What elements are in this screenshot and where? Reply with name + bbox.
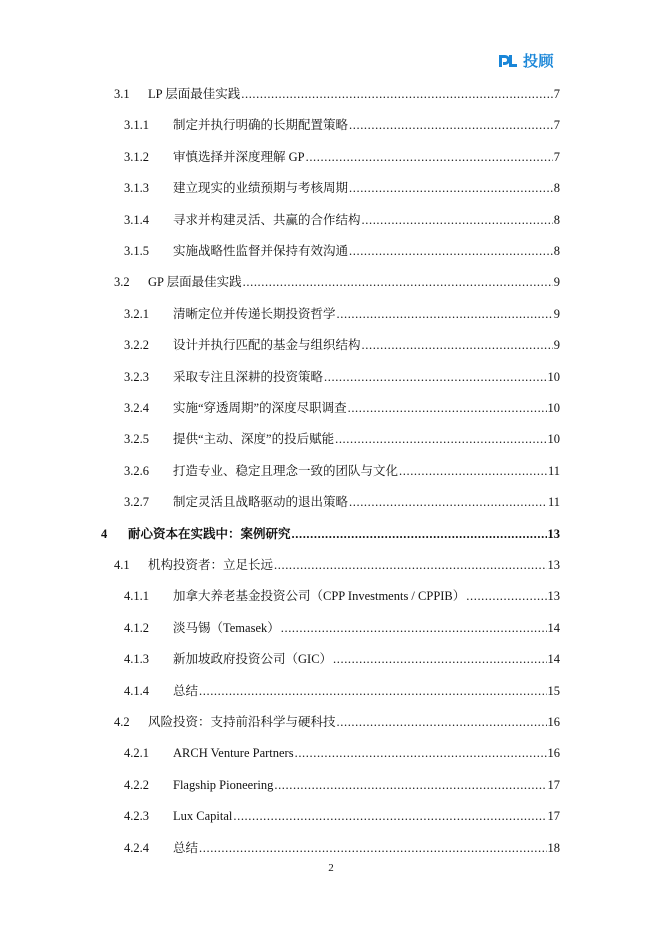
toc-entry[interactable] xyxy=(114,557,560,573)
toc-dot-leader xyxy=(362,212,553,228)
toc-entry-number: 3.2.5 xyxy=(124,432,149,446)
toc-entry-page: 11 xyxy=(547,464,560,478)
toc-entry[interactable] xyxy=(124,337,560,353)
toc-dot-leader xyxy=(292,526,547,542)
toc-entry[interactable] xyxy=(124,463,560,479)
toc-entry-page: 13 xyxy=(547,527,560,541)
toc-entry-title: 风险投资：支持前沿科学与硬科技 xyxy=(148,715,336,729)
toc-entry[interactable] xyxy=(124,180,560,196)
toc-entry-number: 4.1.3 xyxy=(124,652,149,666)
toc-entry-title: 实施“穿透周期”的深度尽职调查 xyxy=(173,401,347,415)
toc-entry-page: 9 xyxy=(553,338,560,352)
toc-entry[interactable] xyxy=(124,683,560,699)
toc-dot-leader xyxy=(333,651,546,667)
toc-entry-title: 新加坡政府投资公司（GIC） xyxy=(173,652,333,666)
toc-entry-page: 13 xyxy=(547,589,560,603)
toc-dot-leader xyxy=(243,274,553,290)
toc-entry-number: 3.1.4 xyxy=(124,213,149,227)
toc-entry-number: 3.1.2 xyxy=(124,150,149,164)
toc-entry-title: ARCH Venture Partners xyxy=(173,746,294,760)
toc-dot-leader xyxy=(466,588,546,604)
toc-dot-leader xyxy=(335,431,546,447)
toc-entry-title: 总结 xyxy=(173,841,199,855)
toc-entry-title: Flagship Pioneering xyxy=(173,778,274,792)
toc-entry-page: 7 xyxy=(553,87,560,101)
toc-entry[interactable] xyxy=(124,808,560,824)
toc-entry-number: 4.1.4 xyxy=(124,684,149,698)
toc-entry-page: 16 xyxy=(547,746,560,760)
toc-entry[interactable] xyxy=(114,86,560,102)
toc-dot-leader xyxy=(349,243,553,259)
toc-entry-page: 14 xyxy=(547,652,560,666)
toc-entry[interactable] xyxy=(124,369,560,385)
toc-entry-number: 4.1.2 xyxy=(124,621,149,635)
toc-entry[interactable] xyxy=(124,400,560,416)
toc-entry-number: 4.2.2 xyxy=(124,778,149,792)
toc-entry-number: 3.1.5 xyxy=(124,244,149,258)
toc-dot-leader xyxy=(199,683,546,699)
toc-entry-number: 3.2.3 xyxy=(124,370,149,384)
toc-entry-title: 提供“主动、深度”的投后赋能 xyxy=(173,432,335,446)
toc-entry-title: Lux Capital xyxy=(173,809,233,823)
toc-entry-page: 10 xyxy=(547,370,560,384)
toc-entry[interactable] xyxy=(124,431,560,447)
toc-entry-number: 4.2.4 xyxy=(124,841,149,855)
toc-entry[interactable] xyxy=(124,117,560,133)
toc-entry[interactable] xyxy=(124,777,560,793)
toc-dot-leader xyxy=(349,180,553,196)
toc-dot-leader xyxy=(337,714,547,730)
toc-entry[interactable] xyxy=(124,620,560,636)
toc-entry-page: 7 xyxy=(553,118,560,132)
toc-dot-leader xyxy=(233,808,546,824)
toc-dot-leader xyxy=(295,745,547,761)
toc-entry-title: 寻求并构建灵活、共赢的合作结构 xyxy=(173,213,361,227)
toc-dot-leader xyxy=(337,306,553,322)
toc-entry[interactable] xyxy=(124,306,560,322)
toc-entry[interactable] xyxy=(114,274,560,290)
toc-entry-number: 3.1.1 xyxy=(124,118,149,132)
toc-entry-page: 10 xyxy=(547,401,560,415)
toc-entry-title: LP 层面最佳实践 xyxy=(148,87,241,101)
toc-entry-page: 11 xyxy=(547,495,560,509)
toc-entry-number: 4 xyxy=(101,527,108,541)
toc-entry-title: 实施战略性监督并保持有效沟通 xyxy=(173,244,349,258)
toc-entry-title: 打造专业、稳定且理念一致的团队与文化 xyxy=(173,464,399,478)
toc-entry-number: 4.1.1 xyxy=(124,589,149,603)
toc-entry-page: 9 xyxy=(553,275,560,289)
toc-entry-number: 3.2.7 xyxy=(124,495,149,509)
toc-entry-page: 18 xyxy=(547,841,560,855)
toc-entry-page: 7 xyxy=(553,150,560,164)
toc-entry-page: 10 xyxy=(547,432,560,446)
toc-entry-page: 17 xyxy=(547,809,560,823)
toc-entry-title: 耐心资本在实践中：案例研究 xyxy=(128,527,291,541)
toc-dot-leader xyxy=(362,337,553,353)
toc-entry-page: 17 xyxy=(547,778,560,792)
toc-entry-number: 3.2.2 xyxy=(124,338,149,352)
toc-entry-number: 3.2 xyxy=(114,275,130,289)
toc-entry-page: 16 xyxy=(547,715,560,729)
toc-entry-page: 8 xyxy=(553,181,560,195)
toc-entry[interactable] xyxy=(124,840,560,856)
toc-entry-title: 采取专注且深耕的投资策略 xyxy=(173,370,324,384)
toc-entry-number: 3.1 xyxy=(114,87,130,101)
toc-entry-title: 设计并执行匹配的基金与组织结构 xyxy=(173,338,361,352)
toc-entry[interactable] xyxy=(114,714,560,730)
toc-dot-leader xyxy=(281,620,547,636)
toc-dot-leader xyxy=(399,463,547,479)
toc-entry-number: 4.2.3 xyxy=(124,809,149,823)
toc-entry-title: 制定并执行明确的长期配置策略 xyxy=(173,118,349,132)
toc-entry-number: 3.2.4 xyxy=(124,401,149,415)
logo-text: 投顾 xyxy=(523,52,555,70)
toc-entry-page: 8 xyxy=(553,213,560,227)
toc-dot-leader xyxy=(348,400,547,416)
toc-dot-leader xyxy=(274,557,546,573)
toc-dot-leader xyxy=(306,149,553,165)
toc-entry-title: GP 层面最佳实践 xyxy=(148,275,242,289)
toc-entry-title: 总结 xyxy=(173,684,199,698)
toc-entry-title: 建立现实的业绩预期与考核周期 xyxy=(173,181,349,195)
toc-entry-number: 3.2.1 xyxy=(124,307,149,321)
toc-entry[interactable] xyxy=(124,745,560,761)
toc-entry-page: 13 xyxy=(547,558,560,572)
toc-entry-number: 4.1 xyxy=(114,558,130,572)
toc-dot-leader xyxy=(324,369,546,385)
toc-entry-title: 制定灵活且战略驱动的退出策略 xyxy=(173,495,349,509)
toc-entry-number: 4.2.1 xyxy=(124,746,149,760)
toc-dot-leader xyxy=(349,494,547,510)
toc-dot-leader xyxy=(349,117,553,133)
toc-entry-page: 15 xyxy=(547,684,560,698)
toc-entry-page: 14 xyxy=(547,621,560,635)
toc-entry-number: 4.2 xyxy=(114,715,130,729)
toc-entry-title: 机构投资者：立足长远 xyxy=(148,558,274,572)
toc-entry[interactable] xyxy=(124,588,560,604)
toc-entry-number: 3.2.6 xyxy=(124,464,149,478)
toc-dot-leader xyxy=(274,777,546,793)
toc-entry[interactable] xyxy=(101,526,560,542)
page-number: 2 xyxy=(328,862,334,874)
toc-entry[interactable] xyxy=(124,243,560,259)
toc-entry-title: 淡马锡（Temasek） xyxy=(173,621,280,635)
toc-entry-title: 加拿大养老基金投资公司（CPP Investments / CPPIB） xyxy=(173,589,466,603)
toc-entry-page: 8 xyxy=(553,244,560,258)
toc-entry-title: 审慎选择并深度理解 GP xyxy=(173,150,305,164)
toc-entry-title: 清晰定位并传递长期投资哲学 xyxy=(173,307,336,321)
toc-entry-page: 9 xyxy=(553,307,560,321)
toc-dot-leader xyxy=(241,86,553,102)
toc-entry[interactable] xyxy=(124,651,560,667)
toc-entry[interactable] xyxy=(124,494,560,510)
toc-dot-leader xyxy=(199,840,546,856)
toc-entry[interactable] xyxy=(124,212,560,228)
toc-entry-number: 3.1.3 xyxy=(124,181,149,195)
toc-entry[interactable] xyxy=(124,149,560,165)
